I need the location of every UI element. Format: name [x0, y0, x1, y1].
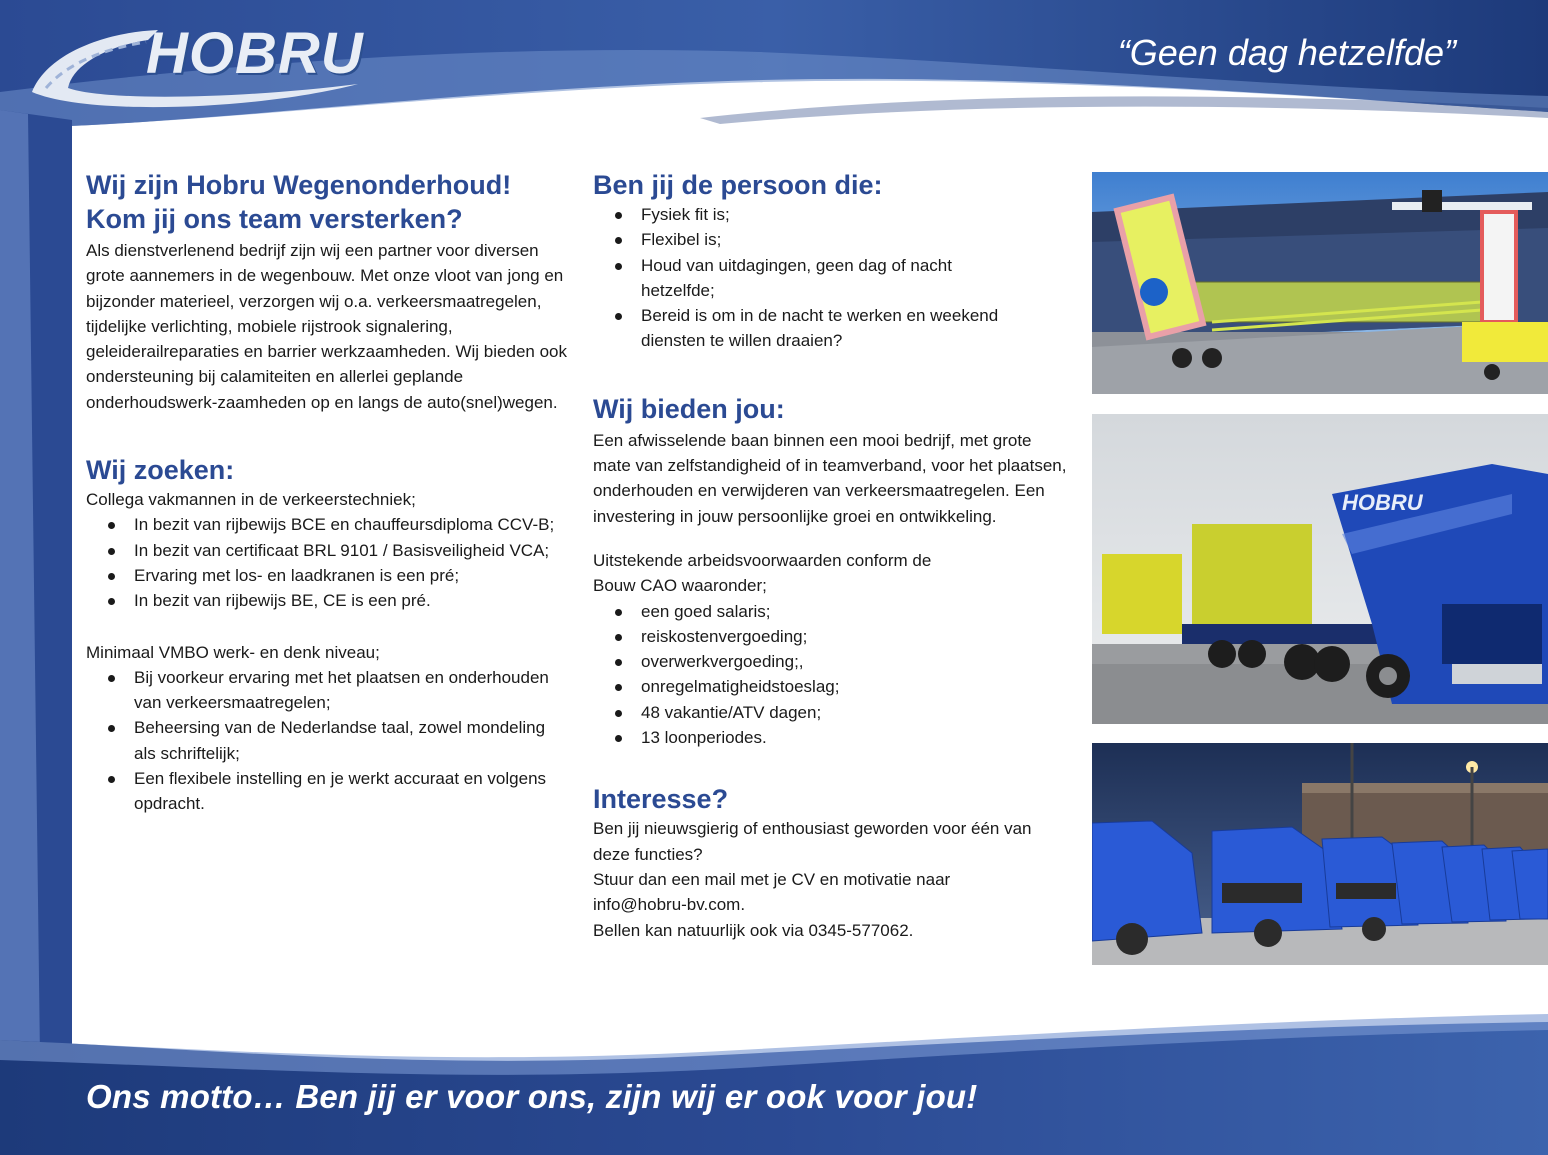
- bullet-icon: [108, 725, 115, 732]
- persoon-title: Ben jij de persoon die:: [593, 170, 883, 200]
- bieden-title: Wij bieden jou:: [593, 393, 785, 424]
- interesse-line2: Stuur dan een mail met je CV en motivatie naar info@hobru-bv.com.: [593, 869, 951, 915]
- truck-text: HOBRU: [1342, 490, 1423, 515]
- intro-title-line1: Wij zijn Hobru Wegenonderhoud!: [86, 170, 512, 200]
- bieden-intro: Uitstekende arbeidsvoorwaarden conform de Bouw CAO waaronder;: [593, 550, 932, 596]
- list-item: Ervaring met los- en laadkranen is een pré;: [86, 563, 570, 588]
- list-item: 13 loonperiodes.: [593, 725, 1073, 750]
- interesse-line3: Bellen kan natuurlijk ook via 0345-577062.: [593, 920, 914, 940]
- list-item: reiskostenvergoeding;: [593, 624, 1073, 649]
- zoeken-intro-1: Collega vakmannen in de verkeerstechniek;: [86, 490, 416, 510]
- bullet-icon: [615, 609, 622, 616]
- logo-wordmark: HOBRU: [146, 21, 364, 86]
- zoeken-list-1: [86, 512, 570, 613]
- tagline: “Geen dag hetzelfde”: [1117, 32, 1456, 73]
- bullet-icon: [615, 735, 622, 742]
- bullet-icon: [615, 263, 622, 270]
- list-item: In bezit van rijbewijs BE, CE is een pré.: [86, 588, 570, 613]
- list-item: Bereid is om in de nacht te werken en weekend diensten te willen draaien?: [593, 303, 1021, 354]
- middle-column: [593, 168, 1073, 943]
- list-item: een goed salaris;: [593, 599, 1073, 624]
- bullet-icon: [615, 313, 622, 320]
- persoon-list: [593, 202, 1073, 354]
- hobru-logo: [28, 12, 368, 112]
- intro-body: Als dienstverlenend bedrijf zijn wij een partner voor diversen grote aannemers in de wegenbouw. Met onze vloot van jong en bijzonder materieel, verzorgen wij o.a. verkeersmaatregelen, tijdelijke verlichting, mobiele rijstrook signalering, geleiderailreparaties en barrier werkzaamheden. Wij bieden ook ondersteuning bij calamiteiten en allerlei geplande onderhoudswerk-zaamheden op en langs de auto(snel)wegen.: [86, 241, 567, 412]
- list-item: In bezit van certificaat BRL 9101 / Basisveiligheid VCA;: [86, 538, 570, 563]
- bullet-icon: [615, 237, 622, 244]
- intro-title-line2: Kom jij ons team versterken?: [86, 204, 463, 234]
- bullet-icon: [615, 684, 622, 691]
- list-item: overwerkvergoeding;,: [593, 649, 1073, 674]
- list-item: Houd van uitdagingen, geen dag of nacht hetzelfde;: [593, 253, 1021, 304]
- interesse-line1: Ben jij nieuwsgierig of enthousiast geworden voor één van deze functies?: [593, 819, 1032, 864]
- list-item: Een flexibele instelling en je werkt accuraat en volgens opdracht.: [86, 766, 570, 817]
- truck-photo: [1092, 414, 1548, 724]
- bullet-icon: [615, 634, 622, 641]
- zoeken-intro-2: Minimaal VMBO werk- en denk niveau;: [86, 642, 380, 662]
- left-column: [86, 168, 570, 817]
- list-item: In bezit van rijbewijs BCE en chauffeursdiploma CCV-B;: [86, 512, 570, 537]
- bullet-icon: [108, 522, 115, 529]
- list-item: Flexibel is;: [593, 227, 1073, 252]
- bullet-icon: [108, 573, 115, 580]
- list-item: 48 vakantie/ATV dagen;: [593, 700, 1073, 725]
- motto-text: Ons motto… Ben jij er voor ons, zijn wij er ook voor jou!: [86, 1078, 978, 1115]
- trailers-photo: [1092, 172, 1548, 394]
- list-item: Bij voorkeur ervaring met het plaatsen en onderhouden van verkeersmaatregelen;: [86, 665, 570, 716]
- bullet-icon: [615, 710, 622, 717]
- list-item: Fysiek fit is;: [593, 202, 1073, 227]
- bieden-body: Een afwisselende baan binnen een mooi bedrijf, met grote mate van zelfstandigheid of in teamverband, voor het plaatsen, onderhouden en verwijderen van verkeersmaatregelen. Een investering in jouw persoonlijke groei en ontwikkeling.: [593, 430, 1067, 526]
- bullet-icon: [108, 776, 115, 783]
- list-item: onregelmatigheidstoeslag;: [593, 674, 1073, 699]
- bullet-icon: [108, 598, 115, 605]
- vans-photo: [1092, 743, 1548, 965]
- bullet-icon: [108, 675, 115, 682]
- bullet-icon: [615, 659, 622, 666]
- bullet-icon: [615, 212, 622, 219]
- interesse-title: Interesse?: [593, 784, 729, 815]
- zoeken-list-2: [86, 665, 570, 817]
- zoeken-title: Wij zoeken:: [86, 455, 235, 486]
- list-item: Beheersing van de Nederlandse taal, zowel mondeling als schriftelijk;: [86, 715, 570, 766]
- bullet-icon: [108, 548, 115, 555]
- bieden-list: [593, 599, 1073, 751]
